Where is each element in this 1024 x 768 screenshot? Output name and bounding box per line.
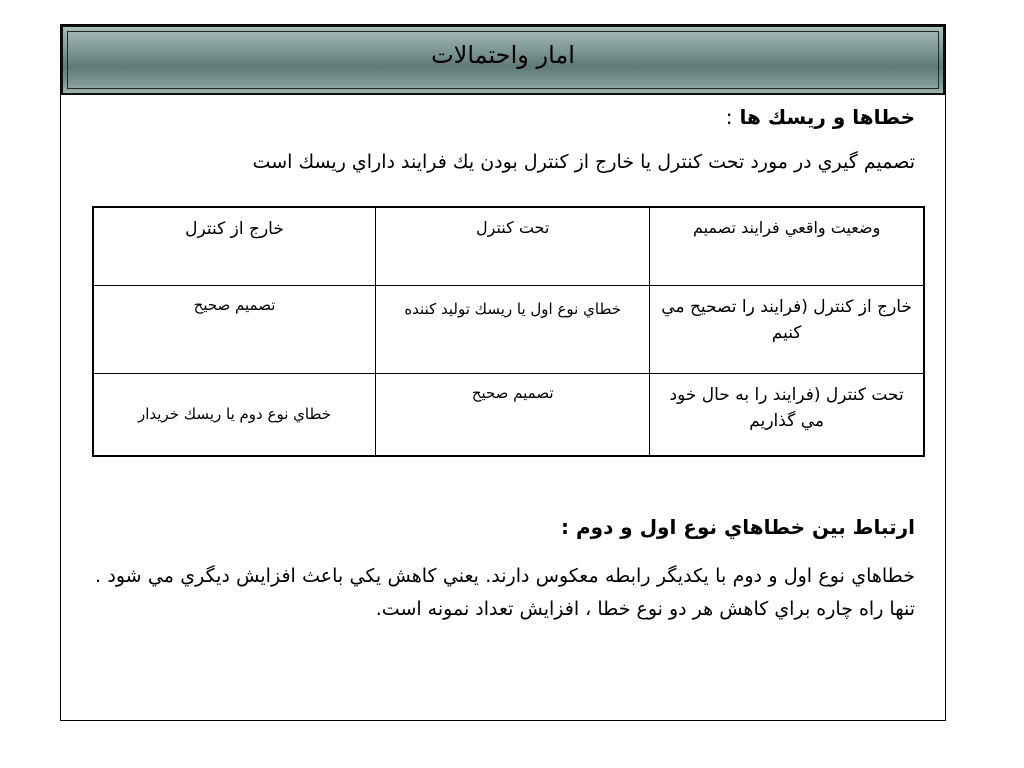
title-bar (61, 25, 945, 95)
table-cell: خطاي نوع دوم يا ريسك خريدار (93, 373, 376, 456)
table-cell: تحت كنترل (فرايند را به حال خود مي گذاريم (650, 373, 924, 456)
section1-heading-colon: : (725, 105, 733, 129)
section2-text: خطاهاي نوع اول و دوم با يكديگر رابطه معكوس دارند. يعني كاهش يكي باعث افزايش ديگري مي شود . تنها راه چاره براي كاهش هر دو نوع خطا ، افزايش تعداد نمونه است. (95, 565, 915, 621)
section1-heading-text: خطاها و ريسك ها (739, 105, 915, 129)
table-cell: خارج از كنترل (93, 207, 376, 285)
decision-table (92, 206, 925, 457)
section1-heading (95, 105, 915, 129)
section1-text: تصميم گيري در مورد تحت كنترل يا خارج از كنترل بودن يك فرايند داراي ريسك است (252, 151, 915, 173)
table-cell: وضعيت واقعي فرايند تصميم (650, 207, 924, 285)
slide (60, 24, 946, 721)
table-cell: تصميم صحيح (376, 373, 650, 456)
section2-heading: ارتباط بين خطاهاي نوع اول و دوم : (561, 515, 915, 539)
table-cell: خارج از كنترل (فرايند را تصحيح مي كنيم (650, 285, 924, 373)
table-header-row (93, 207, 924, 285)
table-cell: تصميم صحيح (93, 285, 376, 373)
table-cell: خطاي نوع اول يا ريسك توليد كننده (376, 285, 650, 373)
table-cell: تحت كنترل (376, 207, 650, 285)
slide-title: امار واحتمالات (431, 41, 575, 69)
table-row (93, 373, 924, 456)
table-row (93, 285, 924, 373)
